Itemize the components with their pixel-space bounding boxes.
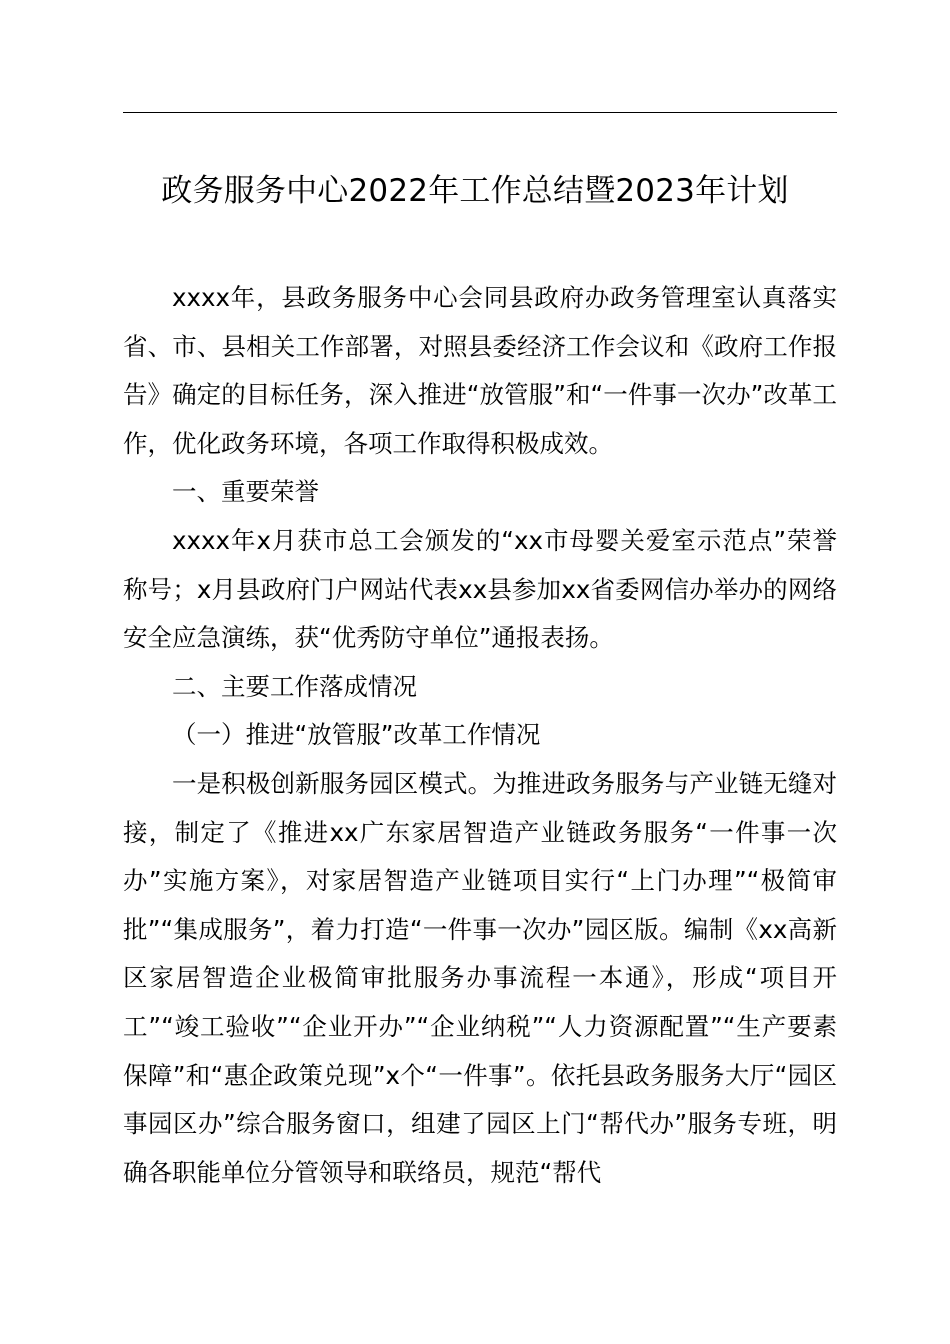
header-rule xyxy=(123,112,837,113)
paragraph-honors: xxxx年x月获市总工会颁发的“xx市母婴关爱室示范点”荣誉称号；x月县政府门户网站代表xx县参加xx省委网信办举办的网络安全应急演练，获“优秀防守单位”通报表扬。 xyxy=(123,525,837,653)
paragraph-park-service: 一是积极创新服务园区模式。为推进政务服务与产业链无缝对接，制定了《推进xx广东家居智造产业链政务服务“一件事一次办”实施方案》，对家居智造产业链项目实行“上门办理”“极简审批”“集成服务”，着力打造“一件事一次办”园区版。编制《xx高新区家居智造企业极简审批服务办事流程一本通》，形成“项目开工”“竣工验收”“企业开办”“企业纳税”“人力资源配置”“生产要素保障”和“惠企政策兑现”x个“一件事”。依托县政务服务大厅“园区事园区办”综合服务窗口，组建了园区上门“帮代办”服务专班，明确各职能单位分管领导和联络员，规范“帮代 xyxy=(123,768,837,1187)
paragraph-intro: xxxx年，县政务服务中心会同县政府办政务管理室认真落实省、市、县相关工作部署，对照县委经济工作会议和《政府工作报告》确定的目标任务，深入推进“放管服”和“一件事一次办”改革工作，优化政务环境，各项工作取得积极成效。 xyxy=(123,283,837,458)
document-title: 政务服务中心2022年工作总结暨2023年计划 xyxy=(161,173,789,209)
section-heading-honors: 一、重要荣誉 xyxy=(172,477,319,507)
section-heading-main-work: 二、主要工作落成情况 xyxy=(172,671,417,701)
document-body xyxy=(123,274,837,1197)
subsection-heading-reform: （一）推进“放管服”改革工作情况 xyxy=(172,720,541,750)
